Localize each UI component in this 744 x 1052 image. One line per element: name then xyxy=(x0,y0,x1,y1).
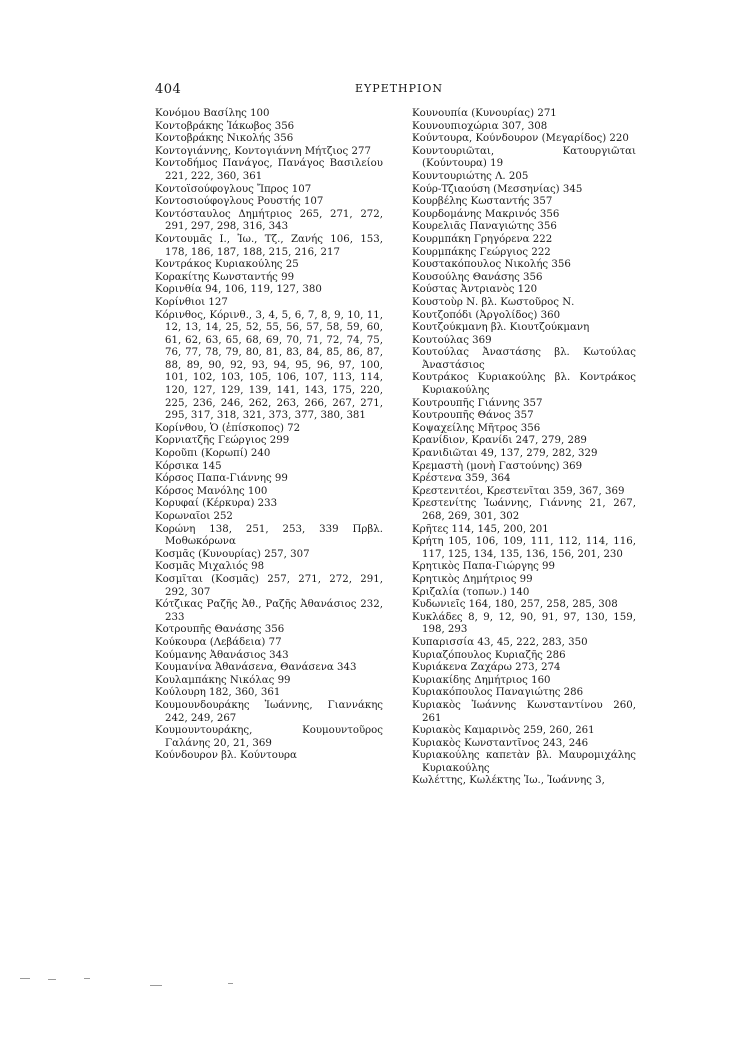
index-entry: Κόρινθος, Κόρινθ., 3, 4, 5, 6, 7, 8, 9, 10, 11, 12, 13, 14, 25, 52, 55, 56, 57, 58, 59, 60, 61, 62, 63, 65, 68, 69, 70, 71, 72, 74, 75, 76, 77, 78, 79, 80, 81, 83, 84, 85, 86, 87, 88, 89, 90, 92, 93, 94, 95, 96, 97, 100, 101, 102, 103, 105, 106, 107, 113, 114, 120, 127, 129, 139, 141, 143, 175, 220, 225, 236, 246, 262, 263, 266, 267, 271, 295, 317, 318, 321, 373, 377, 380, 381 xyxy=(155,309,383,422)
index-entry: Κρητικὸς Παπα-Γιώργης 99 xyxy=(412,561,556,573)
index-entry: Κούλουρη 182, 360, 361 xyxy=(155,687,281,699)
index-entry: Κοντοδήμος Πανάγος, Πανάγος Βασιλείου 221, 222, 360, 361 xyxy=(155,158,383,182)
index-column-right xyxy=(412,108,636,788)
index-entry: Κοσμῖται (Κοσμᾶς) 257, 271, 272, 291, 292, 307 xyxy=(155,573,383,598)
index-entry: Κουτρουπῆς Γιάννης 357 xyxy=(412,397,543,409)
index-entry: Κουτράκος Κυριακούλης βλ. Κοντράκος Κυριακούλης xyxy=(412,372,636,397)
index-entry: Κονόμου Βασίλης 100 xyxy=(155,108,270,119)
running-head: ΕΥΡΕΤΗΡΙΟΝ xyxy=(355,82,444,95)
index-entry: Κουμουντουράκης, Κουμουντοῦρος Γαλάνης 20, 21, 369 xyxy=(155,725,383,749)
index-entry: Κουσούλης Θανάσης 356 xyxy=(412,271,543,283)
index-entry: Κυριακὸς Καμαρινὸς 259, 260, 261 xyxy=(412,725,595,737)
index-entry: Κοσμᾶς Μιχαλιός 98 xyxy=(155,561,265,573)
index-entry: Κορίνθου, Ὁ (ἐπίσκοπος) 72 xyxy=(155,422,301,434)
index-entry: Κυριάκενα Ζαχάρω 273, 274 xyxy=(412,662,561,674)
index-entry: Κρανιδιῶται 49, 137, 279, 282, 329 xyxy=(412,448,598,460)
index-entry: Κοντοϊσούφογλους Ἴπρος 107 xyxy=(155,183,312,195)
index-entry: Κουτζούκμανη βλ. Κιουτζούκμανη xyxy=(412,322,590,334)
index-entry: Κόρσος Μανόλης 100 xyxy=(155,485,268,497)
index-entry: Κυριακίδης Δημήτριος 160 xyxy=(412,674,551,686)
index-entry: Κυδωνιεῖς 164, 180, 257, 258, 285, 308 xyxy=(412,599,618,611)
index-entry: Κουνουπία (Κυνουρίας) 271 xyxy=(412,108,557,119)
index-entry: Κωλέττης, Κωλέκτης Ἰω., Ἰωάννης 3, xyxy=(412,775,605,787)
index-entry: Κορωναῖοι 252 xyxy=(155,511,233,522)
index-entry: Κρήτη 105, 106, 109, 111, 112, 114, 116, 117, 125, 134, 135, 136, 156, 201, 230 xyxy=(412,536,636,560)
index-entry: Κρανίδιον, Κρανίδι 247, 279, 289 xyxy=(412,435,587,447)
index-entry: Κότζικας Ραζῆς Ἀθ., Ραζῆς Ἀθανάσιος 232, 233 xyxy=(155,599,383,623)
index-entry: Κόρσικα 145 xyxy=(155,460,222,472)
index-entry: Κουμουνδουράκης Ἰωάννης, Γιαννάκης 242, 249, 267 xyxy=(155,699,383,724)
index-entry: Κρέστενα 359, 364 xyxy=(412,473,511,485)
index-entry: Κυριακόπουλος Παναγιώτης 286 xyxy=(412,687,584,699)
index-entry: Κοροῦπι (Κορωπί) 240 xyxy=(155,448,271,460)
index-entry: Κουντουριώτης Λ. 205 xyxy=(412,170,529,182)
scan-speck xyxy=(228,983,233,984)
index-entry: Κοσμᾶς (Κυνουρίας) 257, 307 xyxy=(155,548,310,560)
index-entry: Κούμανης Ἀθανάσιος 343 xyxy=(155,649,289,661)
index-entry: Κοντογιάννης, Κοντογιάννη Μήτζιος 277 xyxy=(155,145,371,157)
scan-speck xyxy=(150,985,162,986)
index-entry: Κοντοσιούφογλους Ρουστής 107 xyxy=(155,196,324,208)
index-entry: Κοντουμᾶς Ι., Ἰω., Τζ., Ζανής 106, 153, 178, 186, 187, 188, 215, 216, 217 xyxy=(155,233,383,258)
index-entry: Κορώνη 138, 251, 253, 339 Πρβλ. Μοθωκόρωνα xyxy=(155,523,383,548)
index-entry: Κουνουπιοχώρια 307, 308 xyxy=(412,120,548,132)
index-entry: Κυριακούλης καπετὰν βλ. Μαυρομιχάλης Κυριακούλης xyxy=(412,750,636,774)
index-entry: Κουτρουπῆς Θάνος 357 xyxy=(412,410,534,422)
index-entry: Κορίνθιοι 127 xyxy=(155,296,228,308)
index-entry: Κοντοβράκης Ἰάκωβος 356 xyxy=(155,120,295,132)
index-entry: Κρεστενίτης Ἰωάννης, Γιάννης 21, 267, 268, 269, 301, 302 xyxy=(412,498,636,522)
index-entry: Κουστοὺρ Ν. βλ. Κωστοῦρος Ν. xyxy=(412,296,575,308)
index-entry: Κούρ-Τζιαούση (Μεσσηνίας) 345 xyxy=(412,183,583,195)
index-entry: Κουτούλας 369 xyxy=(412,334,492,346)
index-entry: Κουρμπάκης Γεώργιος 222 xyxy=(412,246,551,258)
index-entry: Κορνιατζῆς Γεώργιος 299 xyxy=(155,435,290,447)
index-entry: Κόρσος Παπα-Γιάννης 99 xyxy=(155,473,288,485)
index-entry: Κυκλάδες 8, 9, 12, 90, 91, 97, 130, 159, 198, 293 xyxy=(412,611,636,636)
index-entry: Κρεστενιτέοι, Κρεστενῖται 359, 367, 369 xyxy=(412,485,625,497)
index-entry: Κοντόσταυλος Δημήτριος 265, 271, 272, 291, 297, 298, 316, 343 xyxy=(155,208,383,233)
index-entry: Κουστακόπουλος Νικολής 356 xyxy=(412,259,571,271)
index-entry: Κορυφαί (Κέρκυρα) 233 xyxy=(155,498,278,510)
index-entry: Κοψαχείλης Μῆτρος 356 xyxy=(412,422,541,434)
index-entry: Κορακίτης Κωνσταντής 99 xyxy=(155,271,295,283)
index-entry: Κουτζοπόδι (Ἀργολίδος) 360 xyxy=(412,309,561,321)
index-entry: Κοντράκος Κυριακούλης 25 xyxy=(155,259,299,271)
page-number: 404 xyxy=(155,82,182,97)
scan-speck xyxy=(20,978,30,979)
index-entry: Κουλαμπάκης Νικόλας 99 xyxy=(155,674,291,686)
index-entry: Κουμανίνα Ἀθανάσενα, Θανάσενα 343 xyxy=(155,662,357,674)
index-entry: Κουρδομάνης Μακρινός 356 xyxy=(412,208,560,220)
index-entry: Κουρελιᾶς Παναγιώτης 356 xyxy=(412,221,557,233)
index-entry: Κρητικὸς Δημήτριος 99 xyxy=(412,573,533,585)
index-entry: Κυριακὸς Κωνσταντῖνος 243, 246 xyxy=(412,737,589,749)
index-entry: Κουντουριῶται, Κατουργιῶται (Κούντουρα) 19 xyxy=(412,145,636,170)
index-entry: Κούκουρα (Λεβάδεια) 77 xyxy=(155,636,282,648)
index-entry: Κούντουρα, Κούνδουρον (Μεγαρίδος) 220 xyxy=(412,133,629,145)
index-entry: Κουρμπάκη Γρηγόρενα 222 xyxy=(412,233,553,245)
index-entry: Κυριαζόπουλος Κυριαζῆς 286 xyxy=(412,649,566,661)
index-entry: Κουρβέλης Κωσταντής 357 xyxy=(412,196,553,208)
index-entry: Κρῆτες 114, 145, 200, 201 xyxy=(412,523,549,535)
index-entry: Κοντοβράκης Νικολής 356 xyxy=(155,133,294,145)
scan-speck xyxy=(84,978,90,979)
index-entry: Κυπαρισσία 43, 45, 222, 283, 350 xyxy=(412,636,588,648)
index-entry: Κυριακὸς Ἰωάννης Κωνσταντίνου 260, 261 xyxy=(412,699,636,724)
index-column-left xyxy=(155,108,383,763)
index-entry: Κούνδουρον βλ. Κούντουρα xyxy=(155,750,297,762)
index-entry: Κούστας Ἀντριανὸς 120 xyxy=(412,284,538,296)
index-entry: Κουτούλας Ἀναστάσης βλ. Κωτούλας Ἀναστάσιος xyxy=(412,347,636,371)
index-entry: Κοτρουπῆς Θανάσης 356 xyxy=(155,624,285,636)
index-entry: Κρεμαστὴ (μονὴ Γαστούνης) 369 xyxy=(412,460,583,472)
index-entry: Κορινθία 94, 106, 119, 127, 380 xyxy=(155,284,322,296)
index-entry: Κριζαλία (τοπων.) 140 xyxy=(412,586,530,598)
scan-speck xyxy=(48,979,56,980)
